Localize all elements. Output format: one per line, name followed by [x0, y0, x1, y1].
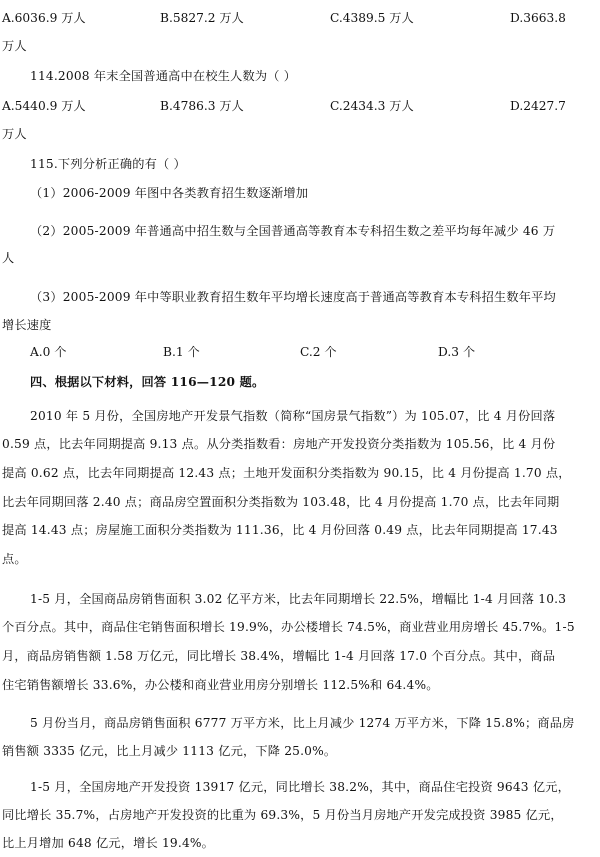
material-p4-line-2: 同比增长 35.7%，占房地产开发投资的比重为 69.3%，5 月份当月房地产开发完成投资 3985 亿元，: [2, 808, 563, 822]
q114-option-b: B.4786.3 万人: [160, 99, 244, 113]
q113-option-d-wrap: 万人: [2, 39, 27, 53]
q113-option-c: C.4389.5 万人: [330, 11, 414, 25]
material-p4-line-1: 1-5 月，全国房地产开发投资 13917 亿元，同比增长 38.2%，其中，商品住宅投资 9643 亿元，: [30, 780, 570, 794]
material-p4-line-3: 比上月增加 648 亿元，增长 19.4%。: [2, 836, 215, 850]
material-p3-line-1: 5 月份当月，商品房销售面积 6777 万平方米，比上月减少 1274 万平方米，下降 15.8%；商品房: [30, 716, 575, 730]
q115-option-a: A.0 个: [30, 345, 67, 359]
q115-statement-3: （3）2005-2009 年中等职业教育招生数年平均增长速度高于普通高等教育本专科招生数年平均: [30, 290, 556, 304]
q115-statement-2: （2）2005-2009 年普通高中招生数与全国普通高等教育本专科招生数之差平均每年减少 46 万: [30, 224, 556, 238]
q115-stem: 115.下列分析正确的有（ ）: [30, 157, 186, 171]
material-p1-line-4: 比去年同期回落 2.40 点；商品房空置面积分类指数为 103.48，比 4 月份提高 1.70 点，比去年同期: [2, 495, 560, 509]
q115-statement-2-wrap: 人: [2, 251, 15, 265]
q113-option-a: A.6036.9 万人: [2, 11, 86, 25]
q115-option-b: B.1 个: [163, 345, 200, 359]
q113-option-b: B.5827.2 万人: [160, 11, 244, 25]
q114-option-a: A.5440.9 万人: [2, 99, 86, 113]
material-p1-line-5: 提高 14.43 点；房屋施工面积分类指数为 111.36，比 4 月份回落 0.49 点，比去年同期提高 17.43: [2, 523, 558, 537]
material-p1-line-3: 提高 0.62 点，比去年同期提高 12.43 点；土地开发面积分类指数为 90.15，比 4 月份提高 1.70 点，: [2, 466, 571, 480]
q114-option-d-wrap: 万人: [2, 127, 27, 141]
q115-option-d: D.3 个: [438, 345, 476, 359]
q114-stem: 114.2008 年末全国普通高中在校生人数为（ ）: [30, 69, 297, 83]
q115-statement-1: （1）2006-2009 年图中各类教育招生数逐渐增加: [30, 186, 309, 200]
material-p1-line-2: 0.59 点，比去年同期提高 9.13 点。从分类指数看：房地产开发投资分类指数为 105.56，比 4 月份: [2, 437, 556, 451]
material-p1-line-6: 点。: [2, 552, 27, 566]
q115-option-c: C.2 个: [300, 345, 337, 359]
material-p2-line-1: 1-5 月，全国商品房销售面积 3.02 亿平方米，比去年同期增长 22.5%，增幅比 1-4 月回落 10.3: [30, 592, 567, 606]
material-p2-line-3: 月，商品房销售额 1.58 万亿元，同比增长 38.4%，增幅比 1-4 月回落 17.0 个百分点。其中，商品: [2, 649, 556, 663]
material-p2-line-2: 个百分点。其中，商品住宅销售面积增长 19.9%，办公楼增长 74.5%，商业营业用房增长 45.7%。1-5: [2, 620, 575, 634]
q114-option-d: D.2427.7: [510, 99, 566, 113]
q114-option-c: C.2434.3 万人: [330, 99, 414, 113]
material-p2-line-4: 住宅销售额增长 33.6%，办公楼和商业营业用房分别增长 112.5%和 64.4%。: [2, 678, 439, 692]
q115-statement-3-wrap: 增长速度: [2, 318, 52, 332]
material-p3-line-2: 销售额 3335 亿元，比上月减少 1113 亿元，下降 25.0%。: [2, 744, 337, 758]
material-p1-line-1: 2010 年 5 月份，全国房地产开发景气指数（简称“国房景气指数”）为 105.07，比 4 月份回落: [30, 409, 556, 423]
q113-option-d: D.3663.8: [510, 11, 566, 25]
section-heading: 四、根据以下材料，回答 116—120 题。: [30, 375, 265, 389]
